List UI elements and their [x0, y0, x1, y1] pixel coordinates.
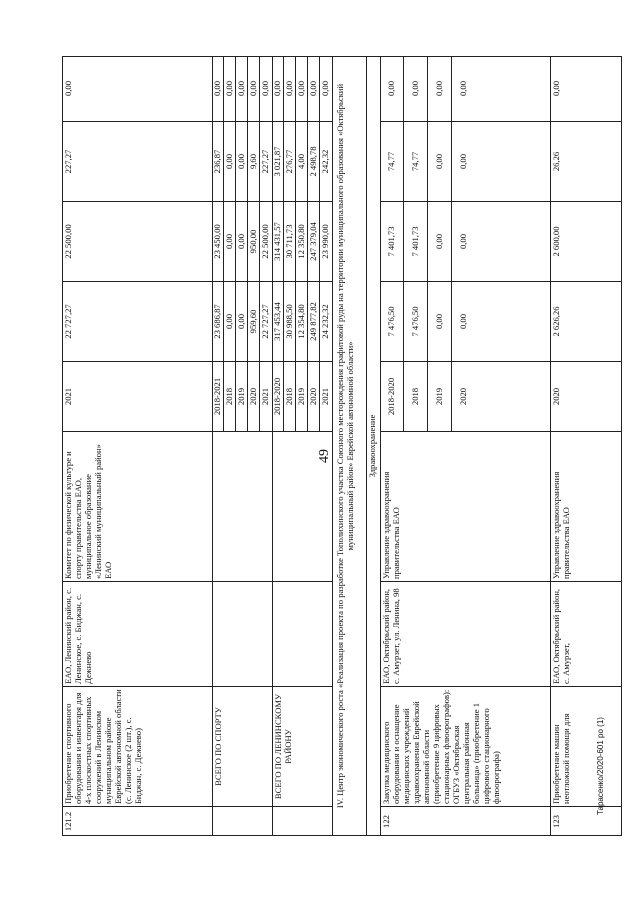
amount-regional: 227,27	[62, 121, 212, 201]
leninsky-total: 24 232,32	[320, 304, 330, 339]
sport-loc: 0,00	[248, 56, 260, 121]
section-heading-row	[332, 56, 367, 836]
table-row-121-2	[62, 56, 213, 836]
sport-fed: 0,00	[224, 202, 236, 281]
r122-reg: 0,00	[428, 122, 452, 201]
sport-reg: 0,00	[236, 122, 248, 201]
leninsky-loc: 0,00	[284, 56, 296, 121]
leninsky-total-block	[272, 56, 333, 836]
sport-loc: 0,00	[260, 80, 270, 97]
sport-reg: 227,27	[260, 149, 270, 174]
r122-year: 2020	[458, 387, 468, 406]
r122-year: 2018-2020	[380, 362, 404, 431]
leninsky-reg: 2 498,78	[308, 122, 320, 201]
r122-year: 2018	[404, 362, 428, 431]
sport-total: 0,00	[224, 282, 236, 361]
amount-local: 0,00	[63, 80, 73, 97]
sport-total: 22 727,27	[260, 304, 270, 339]
sport-reg: 9,60	[248, 122, 260, 201]
r122-loc: 0,00	[380, 56, 404, 121]
amount-total: 2 626,26	[550, 281, 622, 361]
r122-total: 7 476,50	[380, 282, 404, 361]
r122-loc: 0,00	[404, 56, 428, 121]
sport-fed: 23 450,00	[212, 202, 224, 281]
sport-year: 2021	[260, 387, 270, 406]
leninsky-fed: 23 990,00	[320, 224, 330, 259]
sport-year: 2019	[236, 362, 248, 431]
table-row-123	[550, 56, 622, 836]
sport-fed: 22 500,00	[260, 224, 270, 259]
sport-fed: 950,00	[248, 202, 260, 281]
leninsky-year: 2019	[296, 362, 308, 431]
leninsky-fed: 314 431,57	[272, 202, 284, 281]
r122-reg: 74,77	[380, 122, 404, 201]
sport-reg: 236,87	[212, 122, 224, 201]
leninsky-reg: 4,00	[296, 122, 308, 201]
amount-federal: 22 500,00	[62, 201, 212, 281]
footer-reference: Тарасенко/2020-601 ро (1)	[596, 717, 605, 815]
amount-regional: 26,26	[550, 121, 622, 201]
sport-total-block	[212, 56, 273, 836]
leninsky-loc: 0,00	[308, 56, 320, 121]
leninsky-year: 2020	[308, 362, 320, 431]
r122-fed: 0,00	[458, 233, 468, 250]
row-number: 121.2	[62, 806, 212, 836]
responsible-agency: Комитет по физической культуре и спорту правительства ЕАО, муниципальное образование «Ленинский муниципальный район» ЕАО	[62, 431, 212, 581]
responsible-agency: Управление здравоохранения правительства ЕАО	[380, 431, 550, 581]
r122-loc: 0,00	[428, 56, 452, 121]
r122-total: 0,00	[428, 282, 452, 361]
leninsky-total: 317 453,44	[272, 282, 284, 361]
year: 2020	[550, 361, 622, 431]
r122-year: 2019	[428, 362, 452, 431]
page-number: 49	[317, 449, 332, 463]
leninsky-year: 2018	[284, 362, 296, 431]
leninsky-reg: 276,77	[284, 122, 296, 201]
amount-federal: 2 600,00	[550, 201, 622, 281]
sport-year: 2020	[248, 362, 260, 431]
leninsky-year: 2021	[320, 387, 330, 406]
sport-total: 959,60	[248, 282, 260, 361]
leninsky-loc: 0,00	[296, 56, 308, 121]
responsible-agency: Управление здравоохранения правительства ЕАО	[550, 431, 622, 581]
section-iv-heading: IV. Центр экономического роста «Реализация проекта по разработке Тополихинского участка Союзного месторождения графитовой руды на территории муниципального образования «Октябрьский муниципальный район» Еврейской автономной области»	[335, 83, 355, 809]
sport-year: 2018-2021	[212, 362, 224, 431]
leninsky-loc: 0,00	[320, 80, 330, 97]
r122-total: 7 476,50	[404, 282, 428, 361]
sport-loc: 0,00	[236, 56, 248, 121]
object-location: ЕАО, Октябрьский район, с. Амурзет,	[550, 581, 622, 686]
row-number: 123	[550, 806, 622, 836]
r122-total: 0,00	[458, 313, 468, 330]
document-table	[62, 56, 622, 836]
leninsky-total: 30 988,50	[284, 282, 296, 361]
amount-local: 0,00	[551, 80, 561, 97]
leninsky-reg: 3 021,87	[272, 122, 284, 201]
object-name: Приобретение спортивного оборудования и инвентаря для 4-х плоскостных спортивных сооружений в Ленинском муниципальном районе Еврейской автономной области (с. Ленинское (2 шт.), с. Биджан, с. Дежнево)	[62, 686, 212, 806]
leninsky-fed: 247 379,04	[308, 202, 320, 281]
leninsky-year: 2018-2020	[272, 362, 284, 431]
r122-loc: 0,00	[458, 80, 468, 97]
leninsky-total-label: ВСЕГО ПО ЛЕНИНСКОМУ РАЙОНУ	[272, 686, 332, 806]
year: 2021	[62, 361, 212, 431]
sport-total: 23 686,87	[212, 282, 224, 361]
object-location: ЕАО, Ленинский район, с. Ленинское, с. Биджан, с. Дежнево	[62, 581, 212, 686]
leninsky-loc: 0,00	[272, 56, 284, 121]
row-number: 122	[380, 806, 550, 836]
leninsky-fed: 30 711,73	[284, 202, 296, 281]
leninsky-total: 12 354,80	[296, 282, 308, 361]
r122-reg: 0,00	[458, 153, 468, 170]
healthcare-heading-row	[366, 56, 381, 836]
r122-fed: 7 401,73	[380, 202, 404, 281]
leninsky-reg: 242,32	[320, 149, 330, 174]
sport-year: 2018	[224, 362, 236, 431]
leninsky-fed: 12 350,80	[296, 202, 308, 281]
r122-fed: 7 401,73	[404, 202, 428, 281]
amount-total: 22 727,27	[62, 281, 212, 361]
r122-reg: 74,77	[404, 122, 428, 201]
object-name: Закупка медицинского оборудования и оснащение медицинских учреждений здравоохранения Еврейской автономной области (приобретение 9 цифровых стационарных флюорографов): ОГБУЗ «Октябрьская центральная районная больница» (приобретение 1 цифрового стационарного флюорографа)	[380, 686, 550, 806]
sport-total-label: ВСЕГО ПО СПОРТУ	[212, 686, 272, 806]
table-row-122	[380, 56, 551, 836]
object-name: Приобретение машин неотложной помощи для	[550, 686, 622, 806]
sport-loc: 0,00	[212, 56, 224, 121]
leninsky-total: 249 877,82	[308, 282, 320, 361]
sport-fed: 0,00	[236, 202, 248, 281]
sport-reg: 0,00	[224, 122, 236, 201]
healthcare-heading: Здравоохранение	[367, 414, 377, 478]
r122-fed: 0,00	[428, 202, 452, 281]
sport-total: 0,00	[236, 282, 248, 361]
object-location: ЕАО, Октябрьский район, с. Амурзет, ул. Ленина, 98	[380, 581, 550, 686]
sport-loc: 0,00	[224, 56, 236, 121]
